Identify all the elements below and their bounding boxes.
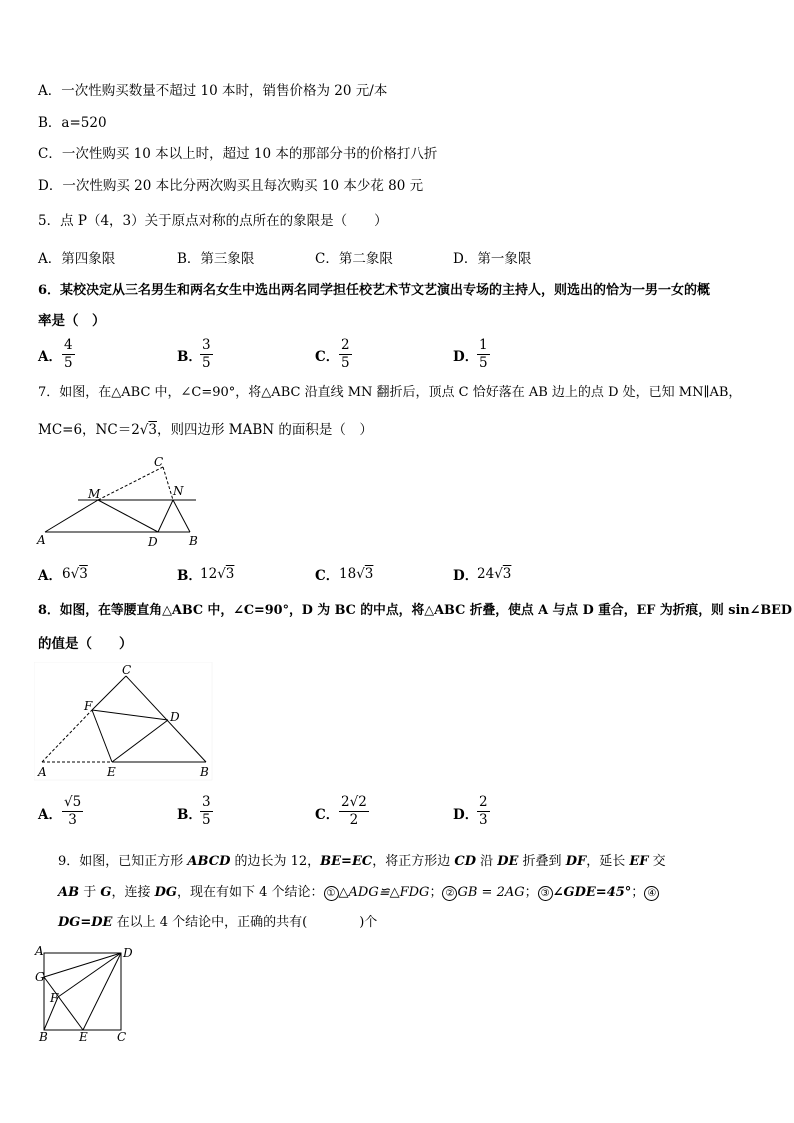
q4-option-a: A．一次性购买数量不超过 10 本时，销售价格为 20 元/本 <box>38 83 388 99</box>
q9-label-a: A <box>35 944 44 958</box>
q8-label-b: B <box>200 765 209 779</box>
q7-label-d: D <box>148 535 158 549</box>
q7-figure <box>30 450 210 550</box>
q7-stem-line2: MC=6，NC＝2√3，则四边形 MABN 的面积是（ ） <box>38 422 373 438</box>
q8-label-c: C <box>122 663 132 677</box>
q5-option-a: A．第四象限 <box>38 251 116 267</box>
q8-label-e: E <box>107 765 116 779</box>
q5-option-b: B．第三象限 <box>177 251 255 267</box>
q7-label-c: C <box>154 455 164 469</box>
q8-label-d: D <box>170 710 180 724</box>
q8-stem-line2: 的值是（ ） <box>38 636 133 652</box>
q8-stem-line1: 8．如图，在等腰直角△ABC 中，∠C=90°，D 为 BC 的中点，将△ABC 折叠，使点 A 与点 D 重合，EF 为折痕，则 sin∠BED <box>38 603 793 618</box>
q6-option-c-fraction: $\frac{2}{5}$ <box>341 337 350 371</box>
q9-figure <box>30 943 140 1043</box>
q9-label-b: B <box>39 1030 48 1043</box>
q7-label-a: A <box>37 533 46 547</box>
q7-stem-line1: 7．如图，在△ABC 中，∠C=90°，将△ABC 沿直线 MN 翻折后，顶点 C 恰好落在 AB 边上的点 D 处，已知 MN∥AB， <box>38 385 742 400</box>
q7-label-n: N <box>173 484 184 498</box>
q8-figure <box>34 662 214 782</box>
q9-stem-line2: AB 于 G，连接 DG，现在有如下 4 个结论： ① △ADG≌△FDG； ② GB = 2AG； ③ ∠GDE=45°； ④ <box>58 883 659 903</box>
q9-label-f: F <box>50 991 59 1005</box>
q8-label-f: F <box>84 699 93 713</box>
q8-option-a-fraction: $\frac{√5}{3}$ <box>64 794 82 828</box>
q6-stem-line2: 率是（ ） <box>38 313 106 329</box>
q6-stem-line1: 6．某校决定从三名男生和两名女生中选出两名同学担任校艺术节文艺演出专场的主持人，则选出的恰为一男一女的概 <box>38 283 711 298</box>
q4-option-c: C．一次性购买 10 本以上时，超过 10 本的那部分书的价格打八折 <box>38 146 438 162</box>
q4-option-b: B．a=520 <box>38 115 107 131</box>
q5-option-d: D．第一象限 <box>453 251 532 267</box>
q5-stem: 5．点 P（4，3）关于原点对称的点所在的象限是（ ） <box>38 213 388 229</box>
q8-option-d-fraction: $\frac{2}{3}$ <box>479 794 488 828</box>
q8-option-b-fraction: $\frac{3}{5}$ <box>202 794 211 828</box>
q4-option-d: D．一次性购买 20 本比分两次购买且每次购买 10 本少花 80 元 <box>38 178 424 194</box>
q8-option-c-fraction: $\frac{2√2}{2}$ <box>341 794 367 828</box>
q9-label-c: C <box>117 1030 127 1043</box>
q5-option-c: C．第二象限 <box>315 251 393 267</box>
q8-label-a: A <box>38 765 47 779</box>
q9-label-g: G <box>35 970 45 984</box>
q9-label-e: E <box>79 1030 88 1043</box>
q6-option-d-fraction: $\frac{1}{5}$ <box>479 337 488 371</box>
q9-stem-line1: 9．如图，已知正方形 ABCD 的边长为 12，BE=EC，将正方形边 CD 沿 DE 折叠到 DF，延长 EF 交 <box>58 854 666 869</box>
q6-option-a-fraction: $\frac{4}{5}$ <box>64 337 73 371</box>
q6-option-b-fraction: $\frac{3}{5}$ <box>202 337 211 371</box>
q7-label-b: B <box>189 534 198 548</box>
q9-label-d: D <box>123 946 133 960</box>
q7-label-m: M <box>88 487 101 501</box>
q9-stem-line3: DG=DE 在以上 4 个结论中，正确的共有( )个 <box>58 915 378 930</box>
